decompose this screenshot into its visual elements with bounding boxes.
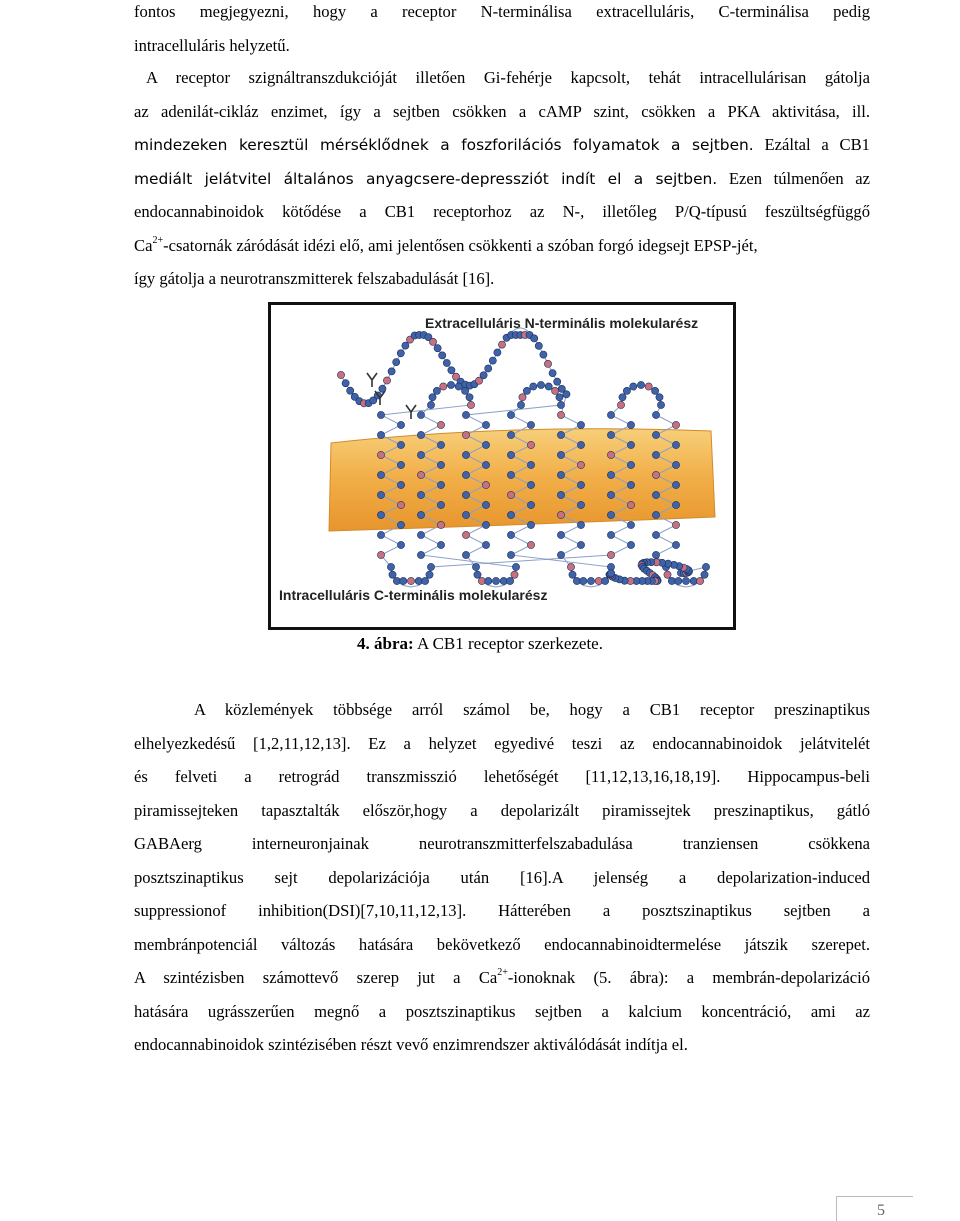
- amino-acid-residue: [466, 394, 473, 401]
- amino-acid-residue: [437, 501, 444, 508]
- amino-acid-residue: [437, 441, 444, 448]
- amino-acid-residue: [377, 531, 384, 538]
- amino-acid-residue: [627, 521, 634, 528]
- amino-acid-residue: [417, 511, 424, 518]
- text-line: fontos megjegyezni, hogy a receptor N-terminálisa extracelluláris, C-terminálisa pedig: [134, 2, 870, 21]
- amino-acid-residue: [652, 511, 659, 518]
- amino-acid-residue: [652, 451, 659, 458]
- caption-text: A CB1 receptor szerkezete.: [413, 634, 603, 653]
- amino-acid-residue: [567, 563, 574, 570]
- text-line: [134, 133, 870, 167]
- amino-acid-residue: [645, 383, 652, 390]
- text-line: piramissejteken tapasztalták először,hogy a depolarizált piramissejtek preszinaptikus, gátló: [134, 800, 870, 820]
- amino-acid-residue: [577, 521, 584, 528]
- amino-acid-residue: [342, 380, 349, 387]
- amino-acid-residue: [462, 411, 469, 418]
- amino-acid-residue: [630, 383, 637, 390]
- amino-acid-residue: [443, 359, 450, 366]
- amino-acid-residue: [554, 378, 561, 385]
- amino-acid-residue: [656, 394, 663, 401]
- amino-acid-residue: [498, 341, 505, 348]
- amino-acid-residue: [439, 352, 446, 359]
- amino-acid-residue: [417, 411, 424, 418]
- text-line: az adenilát-cikláz enzimet, így a sejtben csökken a cAMP szint, csökken a PKA aktivitása, ill.: [134, 101, 870, 121]
- amino-acid-residue: [545, 383, 552, 390]
- amino-acid-residue: [383, 377, 390, 384]
- amino-acid-residue: [482, 461, 489, 468]
- caption-prefix: 4. ábra:: [357, 634, 414, 653]
- amino-acid-residue: [549, 370, 556, 377]
- amino-acid-residue: [557, 451, 564, 458]
- text-line: [134, 167, 870, 201]
- text-fragment: mindezeken keresztül mérséklődnek a foszforilációs folyamatok a sejtben.: [134, 136, 754, 154]
- amino-acid-residue: [557, 411, 564, 418]
- amino-acid-residue: [389, 571, 396, 578]
- amino-acid-residue: [580, 577, 587, 584]
- figure-top-label: Extracelluláris N-terminális molekularész: [425, 315, 699, 331]
- amino-acid-residue: [527, 461, 534, 468]
- amino-acid-residue: [672, 521, 679, 528]
- amino-acid-residue: [627, 441, 634, 448]
- amino-acid-residue: [400, 577, 407, 584]
- amino-acid-residue: [552, 387, 559, 394]
- amino-acid-residue: [607, 451, 614, 458]
- amino-acid-residue: [472, 563, 479, 570]
- amino-acid-residue: [429, 338, 436, 345]
- amino-acid-residue: [462, 491, 469, 498]
- amino-acid-residue: [577, 501, 584, 508]
- amino-acid-residue: [577, 481, 584, 488]
- amino-acid-residue: [462, 551, 469, 558]
- amino-acid-residue: [397, 481, 404, 488]
- text-line: [134, 966, 870, 1000]
- amino-acid-residue: [577, 461, 584, 468]
- amino-acid-residue: [617, 401, 624, 408]
- amino-acid-residue: [557, 401, 564, 408]
- amino-acid-residue: [426, 571, 433, 578]
- amino-acid-residue: [462, 431, 469, 438]
- text-fragment: Ca: [134, 235, 153, 255]
- amino-acid-residue: [556, 394, 563, 401]
- amino-acid-residue: [429, 394, 436, 401]
- amino-acid-residue: [474, 571, 481, 578]
- amino-acid-residue: [527, 521, 534, 528]
- amino-acid-residue: [507, 511, 514, 518]
- text-line: hatására ugrásszerűen megnő a posztszinaptikus sejtben a kalcium koncentráció, ami az: [134, 1001, 870, 1021]
- amino-acid-residue: [607, 511, 614, 518]
- text-line: és felveti a retrográd transzmisszió lehetőségét [11,12,13,16,18,19]. Hippocampus-beli: [134, 767, 870, 786]
- amino-acid-residue: [577, 541, 584, 548]
- amino-acid-residue: [527, 501, 534, 508]
- amino-acid-residue: [492, 577, 499, 584]
- amino-acid-residue: [397, 441, 404, 448]
- amino-acid-residue: [627, 461, 634, 468]
- text-fragment: -csatornák záródását idézi elő, ami jelentősen csökkenti a szóban forgó idegsejt EPSP-jét,: [163, 235, 758, 255]
- amino-acid-residue: [577, 441, 584, 448]
- amino-acid-residue: [672, 481, 679, 488]
- amino-acid-residue: [577, 421, 584, 428]
- amino-acid-residue: [407, 577, 414, 584]
- amino-acid-residue: [540, 351, 547, 358]
- text-line: [134, 234, 870, 268]
- text-fragment: Ezáltal a CB1: [764, 135, 870, 154]
- amino-acid-residue: [485, 365, 492, 372]
- amino-acid-residue: [437, 541, 444, 548]
- amino-acid-residue: [607, 411, 614, 418]
- amino-acid-residue: [537, 381, 544, 388]
- paragraph-intro: [134, 0, 870, 67]
- amino-acid-residue: [417, 531, 424, 538]
- amino-acid-residue: [527, 421, 534, 428]
- amino-acid-residue: [397, 421, 404, 428]
- amino-acid-residue: [627, 481, 634, 488]
- amino-acid-residue: [417, 471, 424, 478]
- amino-acid-residue: [462, 451, 469, 458]
- amino-acid-residue: [377, 451, 384, 458]
- amino-acid-residue: [607, 471, 614, 478]
- amino-acid-residue: [523, 387, 530, 394]
- amino-acid-residue: [440, 383, 447, 390]
- amino-acid-residue: [652, 471, 659, 478]
- amino-acid-residue: [397, 461, 404, 468]
- amino-acid-residue: [652, 431, 659, 438]
- amino-acid-residue: [607, 551, 614, 558]
- amino-acid-residue: [482, 521, 489, 528]
- page-number-text: 5: [877, 1202, 885, 1219]
- amino-acid-residue: [482, 541, 489, 548]
- amino-acid-residue: [672, 441, 679, 448]
- amino-acid-residue: [697, 577, 704, 584]
- amino-acid-residue: [544, 360, 551, 367]
- amino-acid-residue: [527, 481, 534, 488]
- amino-acid-residue: [387, 563, 394, 570]
- amino-acid-residue: [485, 577, 492, 584]
- amino-acid-residue: [397, 521, 404, 528]
- figure-bottom-label: Intracelluláris C-terminális molekularész: [279, 587, 548, 603]
- amino-acid-residue: [672, 501, 679, 508]
- amino-acid-residue: [434, 345, 441, 352]
- amino-acid-residue: [675, 577, 682, 584]
- amino-acid-residue: [557, 471, 564, 478]
- amino-acid-residue: [672, 461, 679, 468]
- amino-acid-residue: [563, 391, 570, 398]
- amino-acid-residue: [377, 551, 384, 558]
- amino-acid-residue: [347, 387, 354, 394]
- amino-acid-residue: [482, 421, 489, 428]
- amino-acid-residue: [517, 401, 524, 408]
- amino-acid-residue: [507, 451, 514, 458]
- amino-acid-residue: [569, 571, 576, 578]
- amino-acid-residue: [393, 359, 400, 366]
- text-line: endocannabinoidok szintézisében részt vevő enzimrendszer aktiválódását indítja el.: [134, 1035, 688, 1054]
- text-line: intracelluláris helyzetű.: [134, 35, 290, 55]
- amino-acid-residue: [417, 491, 424, 498]
- text-line: GABAerg interneuronjainak neurotranszmitterfelszabadulása tranziensen csökkena: [134, 834, 870, 853]
- amino-acid-residue: [377, 411, 384, 418]
- amino-acid-residue: [619, 394, 626, 401]
- amino-acid-residue: [657, 401, 664, 408]
- amino-acid-residue: [507, 411, 514, 418]
- amino-acid-residue: [512, 563, 519, 570]
- text-line: posztszinaptikus sejt depolarizációja után [16].A jelenség a depolarization-induced: [134, 867, 870, 887]
- amino-acid-residue: [437, 521, 444, 528]
- amino-acid-residue: [557, 431, 564, 438]
- text-line: suppressionof inhibition(DSI)[7,10,11,12,13]. Hátterében a posztszinaptikus sejtben a: [134, 901, 870, 920]
- amino-acid-residue: [489, 357, 496, 364]
- amino-acid-residue: [672, 541, 679, 548]
- amino-acid-residue: [482, 501, 489, 508]
- amino-acid-residue: [417, 431, 424, 438]
- amino-acid-residue: [462, 387, 469, 394]
- amino-acid-residue: [467, 401, 474, 408]
- amino-acid-residue: [462, 511, 469, 518]
- amino-acid-residue: [377, 511, 384, 518]
- amino-acid-residue: [702, 563, 709, 570]
- figure-caption: [0, 634, 960, 654]
- text-fragment: A szintézisben számottevő szerep jut a Ca: [134, 968, 498, 987]
- amino-acid-residue: [422, 577, 429, 584]
- paragraph-presynaptic: [134, 698, 870, 1067]
- amino-acid-residue: [337, 371, 344, 378]
- amino-acid-residue: [608, 570, 615, 577]
- amino-acid-residue: [607, 431, 614, 438]
- receptor-diagram: [271, 305, 733, 627]
- superscript: 2+: [152, 234, 164, 246]
- amino-acid-residue: [417, 551, 424, 558]
- text-line: endocannabinoidok kötődése a CB1 receptorhoz az N-, illetőleg P/Q-típusú feszültségfüggő: [134, 202, 870, 221]
- amino-acid-residue: [437, 481, 444, 488]
- text-line: A közlemények többsége arról számol be, hogy a CB1 receptor preszinaptikus: [194, 700, 870, 719]
- amino-acid-residue: [507, 577, 514, 584]
- amino-acid-residue: [527, 541, 534, 548]
- amino-acid-residue: [652, 531, 659, 538]
- amino-acid-residue: [494, 349, 501, 356]
- amino-acid-residue: [701, 571, 708, 578]
- amino-acid-residue: [557, 491, 564, 498]
- amino-acid-residue: [397, 350, 404, 357]
- amino-acid-residue: [448, 367, 455, 374]
- amino-acid-residue: [627, 421, 634, 428]
- amino-acid-residue: [557, 551, 564, 558]
- amino-acid-residue: [480, 372, 487, 379]
- amino-acid-residue: [627, 501, 634, 508]
- amino-acid-residue: [623, 387, 630, 394]
- amino-acid-residue: [482, 481, 489, 488]
- amino-acid-residue: [530, 383, 537, 390]
- amino-acid-residue: [652, 551, 659, 558]
- amino-acid-residue: [507, 471, 514, 478]
- amino-acid-residue: [519, 394, 526, 401]
- amino-acid-residue: [462, 531, 469, 538]
- amino-acid-residue: [557, 531, 564, 538]
- amino-acid-residue: [397, 541, 404, 548]
- amino-acid-residue: [607, 491, 614, 498]
- amino-acid-residue: [437, 461, 444, 468]
- amino-acid-residue: [682, 577, 689, 584]
- amino-acid-residue: [377, 431, 384, 438]
- amino-acid-residue: [377, 471, 384, 478]
- text-line: elhelyezkedésű [1,2,11,12,13]. Ez a helyzet egyedivé teszi az endocannabinoidok jelátvitelét: [134, 733, 870, 753]
- amino-acid-residue: [507, 531, 514, 538]
- amino-acid-residue: [437, 421, 444, 428]
- page-number: [836, 1196, 913, 1221]
- amino-acid-residue: [652, 387, 659, 394]
- amino-acid-residue: [507, 431, 514, 438]
- amino-acid-residue: [637, 381, 644, 388]
- text-fragment: -ionoknak (5. ábra): a membrán-depolarizáció: [507, 968, 870, 987]
- amino-acid-residue: [427, 401, 434, 408]
- amino-acid-residue: [587, 577, 594, 584]
- amino-acid-residue: [447, 381, 454, 388]
- amino-acid-residue: [664, 571, 671, 578]
- text-line: A receptor szignáltranszdukcióját illetően Gi-fehérje kapcsolt, tehát intracellulárisan gátolja: [146, 68, 870, 87]
- superscript: 2+: [497, 967, 508, 979]
- amino-acid-residue: [507, 491, 514, 498]
- amino-acid-residue: [462, 471, 469, 478]
- amino-acid-residue: [388, 368, 395, 375]
- amino-acid-residue: [377, 491, 384, 498]
- amino-acid-residue: [417, 451, 424, 458]
- amino-acid-residue: [627, 541, 634, 548]
- paragraph-signal-transduction: [134, 66, 870, 301]
- figure-frame: [268, 302, 736, 630]
- amino-acid-residue: [433, 387, 440, 394]
- amino-acid-residue: [652, 491, 659, 498]
- amino-acid-residue: [527, 441, 534, 448]
- amino-acid-residue: [507, 551, 514, 558]
- text-fragment: mediált jelátvitel általános anyagcsere-depressziót indít el a sejtben.: [134, 169, 718, 188]
- amino-acid-residue: [455, 383, 462, 390]
- amino-acid-residue: [402, 342, 409, 349]
- amino-acid-residue: [557, 511, 564, 518]
- text-line: így gátolja a neurotranszmitterek felszabadulását [16].: [134, 269, 495, 288]
- amino-acid-residue: [427, 563, 434, 570]
- text-line: membránpotenciál változás hatására bekövetkező endocannabinoidtermelése játszik szerepet.: [134, 934, 870, 954]
- amino-acid-residue: [602, 577, 609, 584]
- amino-acid-residue: [652, 411, 659, 418]
- amino-acid-residue: [531, 335, 538, 342]
- amino-acid-residue: [397, 501, 404, 508]
- amino-acid-residue: [672, 421, 679, 428]
- amino-acid-residue: [511, 571, 518, 578]
- amino-acid-residue: [607, 531, 614, 538]
- amino-acid-residue: [535, 342, 542, 349]
- amino-acid-residue: [482, 441, 489, 448]
- text-fragment: Ezen túlmenően az: [728, 168, 870, 188]
